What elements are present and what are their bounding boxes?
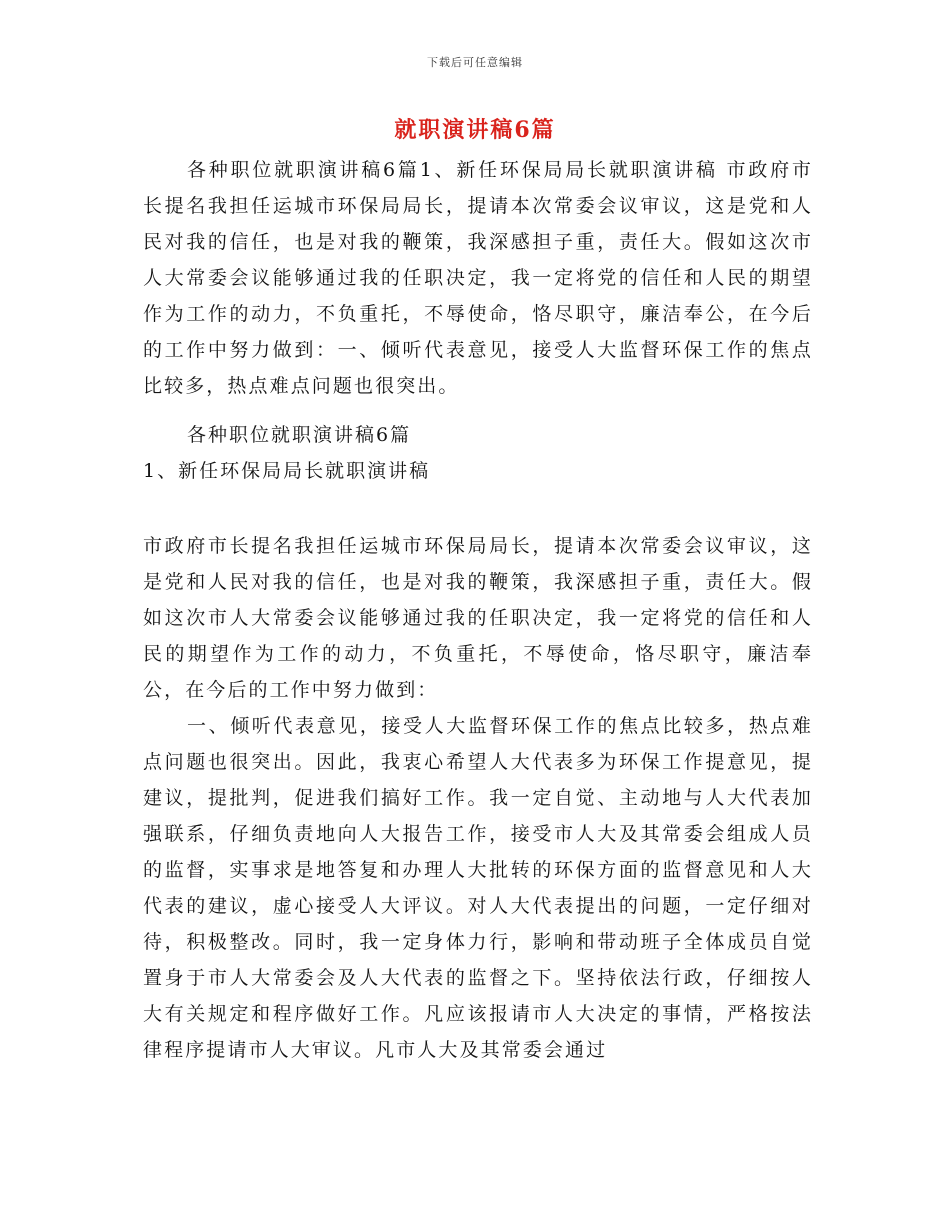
header-note: 下载后可任意编辑 bbox=[427, 56, 523, 69]
main-paragraph: 市政府市长提名我担任运城市环保局局长，提请本次常委会议审议，这是党和人民对我的信任，也是对我的鞭策，我深感担子重，责任大。假如这次市人大常委会议能够通过我的任职决定，我一定将党的信任和人民的期望作为工作的动力，不负重托，不辱使命，恪尽职守，廉洁奉公，在今后的工作中努力做到： bbox=[143, 535, 813, 701]
subtitle-line: 各种职位就职演讲稿6篇 bbox=[187, 424, 412, 446]
section-paragraph: 一、倾听代表意见，接受人大监督环保工作的焦点比较多，热点难点问题也很突出。因此，我衷心希望人大代表多为环保工作提意见，提建议，提批判，促进我们搞好工作。我一定自觉、主动地与人大代表加强联系，仔细负责地向人大报告工作，接受市人大及其常委会组成人员的监督，实事求是地答复和办理人大批转的环保方面的监督意见和人大代表的建议，虚心接受人大评议。对人大代表提出的问题，一定仔细对待，积极整改。同时，我一定身体力行，影响和带动班子全体成员自觉置身于市人大常委会及人大代表的监督之下。坚持依法行政，仔细按人大有关规定和程序做好工作。凡应该报请市人大决定的事情，严格按法律程序提请市人大审议。凡市人大及其常委会通过 bbox=[143, 715, 813, 1061]
document-title: 就职演讲稿6篇 bbox=[394, 117, 556, 143]
section-heading: 1、新任环保局局长就职演讲稿 bbox=[143, 460, 431, 482]
intro-paragraph: 各种职位就职演讲稿6篇1、新任环保局局长就职演讲稿 市政府市长提名我担任运城市环保局局长，提请本次常委会议审议，这是党和人民对我的信任，也是对我的鞭策，我深感担子重，责任大。假如这次市人大常委会议能够通过我的任职决定，我一定将党的信任和人民的期望作为工作的动力，不负重托，不辱使命，恪尽职守，廉洁奉公，在今后的工作中努力做到：一、倾听代表意见，接受人大监督环保工作的焦点比较多，热点难点问题也很突出。 bbox=[143, 159, 813, 397]
